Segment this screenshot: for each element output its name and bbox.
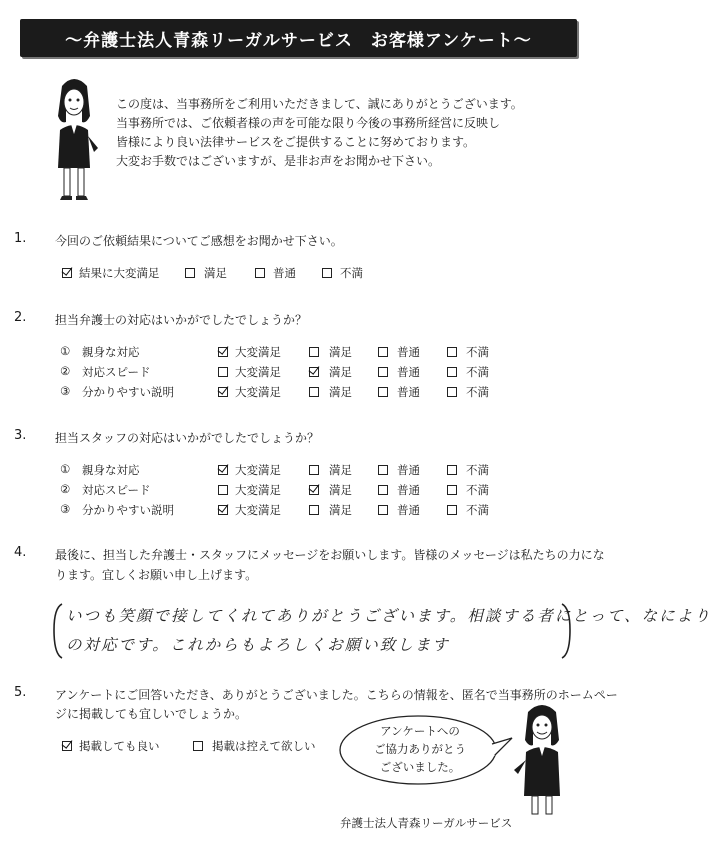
- footer-firm-name: 弁護士法人青森リーガルサービス: [340, 816, 513, 830]
- q3-row-marker: ①: [60, 462, 71, 476]
- q1-option-label: 普通: [273, 266, 296, 280]
- question-5-line-2: ジに掲載しても宜しいでしょうか。: [55, 707, 248, 721]
- q3-option-label: 不満: [466, 503, 489, 517]
- survey-title: ～弁護士法人青森リーガルサービス お客様アンケート～: [65, 30, 532, 51]
- q2-option-label: 大変満足: [235, 365, 281, 379]
- q2-row-2-checkbox-3[interactable]: [378, 367, 388, 377]
- q2-row-2-checkbox-1[interactable]: [218, 367, 228, 377]
- q3-row-1-checkbox-2[interactable]: [309, 465, 319, 475]
- q3-option-label: 満足: [329, 463, 352, 477]
- q2-row-marker: ③: [60, 384, 71, 398]
- question-5-number: 5.: [14, 685, 27, 700]
- question-2-text: 担当弁護士の対応はいかがでしたでしょうか？: [55, 313, 308, 327]
- q3-row-3-checkbox-2[interactable]: [309, 505, 319, 515]
- intro-line: 大変お手数ではございますが、是非お声をお聞かせ下さい。: [116, 154, 441, 168]
- intro-text: [116, 95, 523, 171]
- q2-row-1-checkbox-1[interactable]: [218, 347, 228, 357]
- q2-row-1-checkbox-3[interactable]: [378, 347, 388, 357]
- q5-option-label: 掲載しても良い: [79, 739, 160, 753]
- bubble-text: [360, 722, 480, 776]
- q3-option-label: 満足: [329, 503, 352, 517]
- survey-title-banner: [20, 19, 577, 57]
- staff-illustration-top: [44, 72, 104, 202]
- q2-option-label: 普通: [397, 345, 420, 359]
- question-1-text: 今回のご依頼結果についてご感想をお聞かせ下さい。: [55, 234, 343, 248]
- q3-row-2-checkbox-4[interactable]: [447, 485, 457, 495]
- bubble-line: アンケートへの: [380, 724, 460, 738]
- q2-option-label: 不満: [466, 385, 489, 399]
- q2-option-label: 不満: [466, 365, 489, 379]
- q2-option-label: 満足: [329, 365, 352, 379]
- q3-option-label: 大変満足: [235, 463, 281, 477]
- q2-option-label: 満足: [329, 345, 352, 359]
- q2-row-marker: ①: [60, 344, 71, 358]
- intro-line: 当事務所では、ご依頼者様の声を可能な限り今後の事務所経営に反映し: [116, 116, 501, 130]
- q3-option-label: 大変満足: [235, 483, 281, 497]
- q3-row-3-checkbox-1[interactable]: [218, 505, 228, 515]
- handwritten-message-line-1: いつも笑顔で接してくれてありがとうございます。相談する者にとって、なにより: [66, 607, 712, 625]
- q3-row-2-checkbox-1[interactable]: [218, 485, 228, 495]
- q1-checkbox-normal[interactable]: [255, 268, 265, 278]
- question-5-line-1: アンケートにご回答いただき、ありがとうございました。こちらの情報を、匿名で当事務所のホームペー: [55, 688, 618, 702]
- q3-option-label: 普通: [397, 463, 420, 477]
- q3-row-1-checkbox-3[interactable]: [378, 465, 388, 475]
- q3-row-3-checkbox-3[interactable]: [378, 505, 388, 515]
- q2-option-label: 大変満足: [235, 345, 281, 359]
- q3-row-label: 親身な対応: [82, 463, 140, 477]
- question-4-number: 4.: [14, 545, 27, 560]
- q3-row-2-checkbox-2[interactable]: [309, 485, 319, 495]
- q3-option-label: 満足: [329, 483, 352, 497]
- q2-row-1-checkbox-4[interactable]: [447, 347, 457, 357]
- q2-row-marker: ②: [60, 364, 71, 378]
- q2-row-label: 分かりやすい説明: [82, 385, 174, 399]
- q2-row-label: 親身な対応: [82, 345, 140, 359]
- q3-option-label: 不満: [466, 483, 489, 497]
- q1-checkbox-very-satisfied[interactable]: [62, 268, 72, 278]
- question-4-line-2: ります。宜しくお願い申し上げます。: [55, 568, 258, 582]
- q1-checkbox-dissatisfied[interactable]: [322, 268, 332, 278]
- q2-option-label: 満足: [329, 385, 352, 399]
- q5-option-label: 掲載は控えて欲しい: [212, 739, 316, 753]
- handwritten-message-line-2: の対応です。これからもよろしくお願い致します: [66, 636, 450, 654]
- q3-option-label: 不満: [466, 463, 489, 477]
- q3-row-marker: ③: [60, 502, 71, 516]
- q2-option-label: 大変満足: [235, 385, 281, 399]
- q3-row-1-checkbox-1[interactable]: [218, 465, 228, 475]
- q2-row-label: 対応スピード: [82, 365, 151, 379]
- question-3-number: 3.: [14, 428, 27, 443]
- q2-option-label: 普通: [397, 385, 420, 399]
- q2-row-1-checkbox-2[interactable]: [309, 347, 319, 357]
- q2-row-2-checkbox-4[interactable]: [447, 367, 457, 377]
- q1-option-label: 結果に大変満足: [79, 266, 160, 280]
- q3-option-label: 普通: [397, 483, 420, 497]
- bubble-line: ご協力ありがとう: [374, 742, 466, 756]
- q1-option-label: 不満: [340, 266, 363, 280]
- q2-row-2-checkbox-2[interactable]: [309, 367, 319, 377]
- q5-checkbox-decline-publish[interactable]: [193, 741, 203, 751]
- q5-checkbox-allow-publish[interactable]: [62, 741, 72, 751]
- question-3-text: 担当スタッフの対応はいかがでしたでしょうか？: [55, 431, 320, 445]
- q2-row-3-checkbox-1[interactable]: [218, 387, 228, 397]
- q3-option-label: 大変満足: [235, 503, 281, 517]
- q2-option-label: 不満: [466, 345, 489, 359]
- intro-line: この度は、当事務所をご利用いただきまして、誠にありがとうございます。: [116, 97, 523, 111]
- q2-row-3-checkbox-4[interactable]: [447, 387, 457, 397]
- q3-option-label: 普通: [397, 503, 420, 517]
- q3-row-3-checkbox-4[interactable]: [447, 505, 457, 515]
- q2-row-3-checkbox-3[interactable]: [378, 387, 388, 397]
- staff-illustration-bottom: [512, 700, 572, 818]
- q1-checkbox-satisfied[interactable]: [185, 268, 195, 278]
- q2-option-label: 普通: [397, 365, 420, 379]
- q3-row-1-checkbox-4[interactable]: [447, 465, 457, 475]
- q2-row-3-checkbox-2[interactable]: [309, 387, 319, 397]
- question-1-number: 1.: [14, 231, 27, 246]
- q3-row-label: 対応スピード: [82, 483, 151, 497]
- q1-option-label: 満足: [204, 266, 227, 280]
- intro-line: 皆様により良い法律サービスをご提供することに努めております。: [116, 135, 476, 149]
- q3-row-marker: ②: [60, 482, 71, 496]
- q3-row-2-checkbox-3[interactable]: [378, 485, 388, 495]
- question-2-number: 2.: [14, 310, 27, 325]
- q3-row-label: 分かりやすい説明: [82, 503, 174, 517]
- bubble-line: ございました。: [379, 760, 461, 774]
- handwritten-message-area[interactable]: [54, 600, 712, 662]
- question-4-line-1: 最後に、担当した弁護士・スタッフにメッセージをお願いします。皆様のメッセージは私たちの力にな: [55, 548, 605, 562]
